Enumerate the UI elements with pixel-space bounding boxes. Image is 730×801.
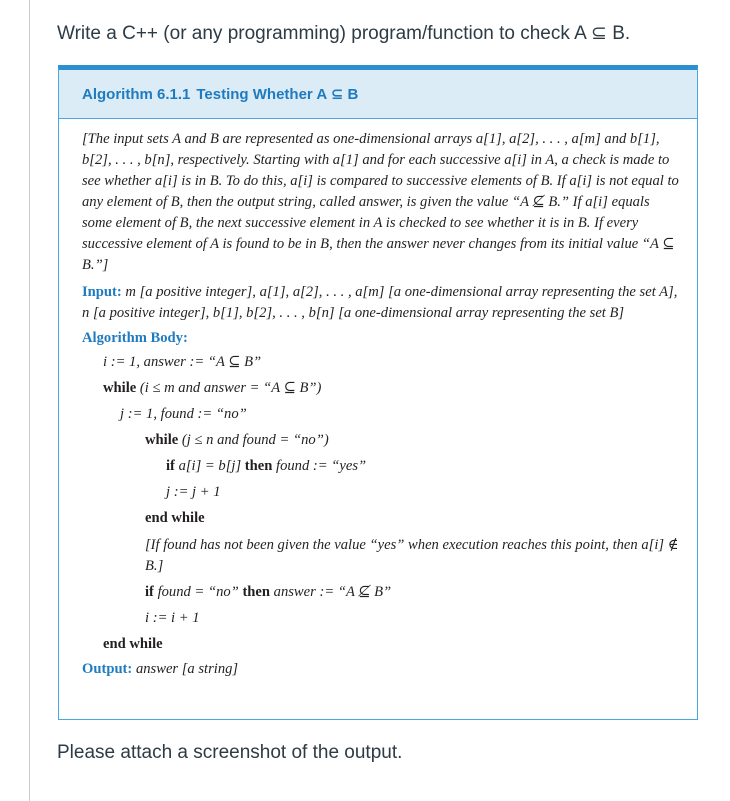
- keyword-then: then: [242, 584, 271, 600]
- algorithm-body: [59, 119, 697, 680]
- code-text: found = “no”: [153, 584, 243, 600]
- code-text: i := i + 1: [145, 610, 200, 626]
- algorithm-output: [82, 659, 681, 680]
- question-text: Write a C++ (or any programming) program/function to check A ⊆ B.: [57, 23, 631, 44]
- algorithm-box: [58, 65, 698, 720]
- keyword-end-while: end while: [145, 510, 205, 526]
- instruction-text: Please attach a screenshot of the output.: [57, 742, 403, 763]
- code-line-8: [82, 579, 681, 605]
- code-text: j := 1, found := “no”: [120, 406, 247, 422]
- output-text: answer [a string]: [135, 661, 239, 677]
- input-label: Input:: [82, 284, 122, 300]
- keyword-end-while: end while: [103, 636, 163, 652]
- algorithm-input: [82, 282, 681, 324]
- code-line-6: [82, 479, 681, 505]
- keyword-then: then: [244, 458, 273, 474]
- code-line-1: [82, 349, 681, 375]
- code-text: (i ≤ m and answer = “A ⊆ B”): [136, 380, 322, 396]
- code-line-4: [82, 427, 681, 453]
- algorithm-body-label: Algorithm Body:: [82, 330, 188, 346]
- content-left-border: [29, 0, 30, 801]
- algorithm-description: [The input sets A and B are represented as one-dimensional arrays a[1], a[2], . . . , a[m] and b[1], b[2], . . . , b[n], respectively. Starting with a[1] and for each successive a[i] in A, a check is made to see whether a[i] is in B. To do this, a[i] is compared to successive elements of B. If a[i] is not equal to any element of B, then the output string, called answer, is given the value “A ⊈ B.” If a[i] equals some element of B, the next successive element in A is checked to see whether it is in B. If every successive element of A is found to be in B, then the answer never changes from its initial value “A ⊆ B.”]: [82, 131, 679, 273]
- code-text: answer := “A ⊈ B”: [270, 584, 392, 600]
- keyword-if: if: [166, 458, 175, 474]
- code-text: (j ≤ n and found = “no”): [178, 432, 329, 448]
- keyword-if: if: [145, 584, 154, 600]
- algorithm-header: [59, 70, 697, 119]
- code-text: found := “yes”: [272, 458, 367, 474]
- keyword-while: while: [145, 432, 179, 448]
- keyword-while: while: [103, 380, 137, 396]
- input-text: m [a positive integer], a[1], a[2], . . . , a[m] [a one-dimensional array representing the set A], n [a positive integer], b[1], b[2], . . . , b[n] [a one-dimensional array representing the set B]: [82, 284, 678, 321]
- algorithm-number: Algorithm 6.1.1: [82, 85, 191, 103]
- output-label: Output:: [82, 661, 133, 677]
- code-line-7: [82, 505, 681, 531]
- code-text: i := 1, answer := “A ⊆ B”: [103, 354, 262, 370]
- algorithm-title: Testing Whether A ⊆ B: [196, 86, 359, 103]
- code-line-10: [82, 631, 681, 657]
- code-line-5: [82, 453, 681, 479]
- code-line-3: [82, 401, 681, 427]
- algorithm-comment: [If found has not been given the value “yes” when execution reaches this point, then a[i] ∉ B.]: [145, 537, 679, 574]
- code-line-9: [82, 605, 681, 631]
- code-text: a[i] = b[j]: [174, 458, 245, 474]
- code-text: j := j + 1: [166, 484, 221, 500]
- code-line-2: [82, 375, 681, 401]
